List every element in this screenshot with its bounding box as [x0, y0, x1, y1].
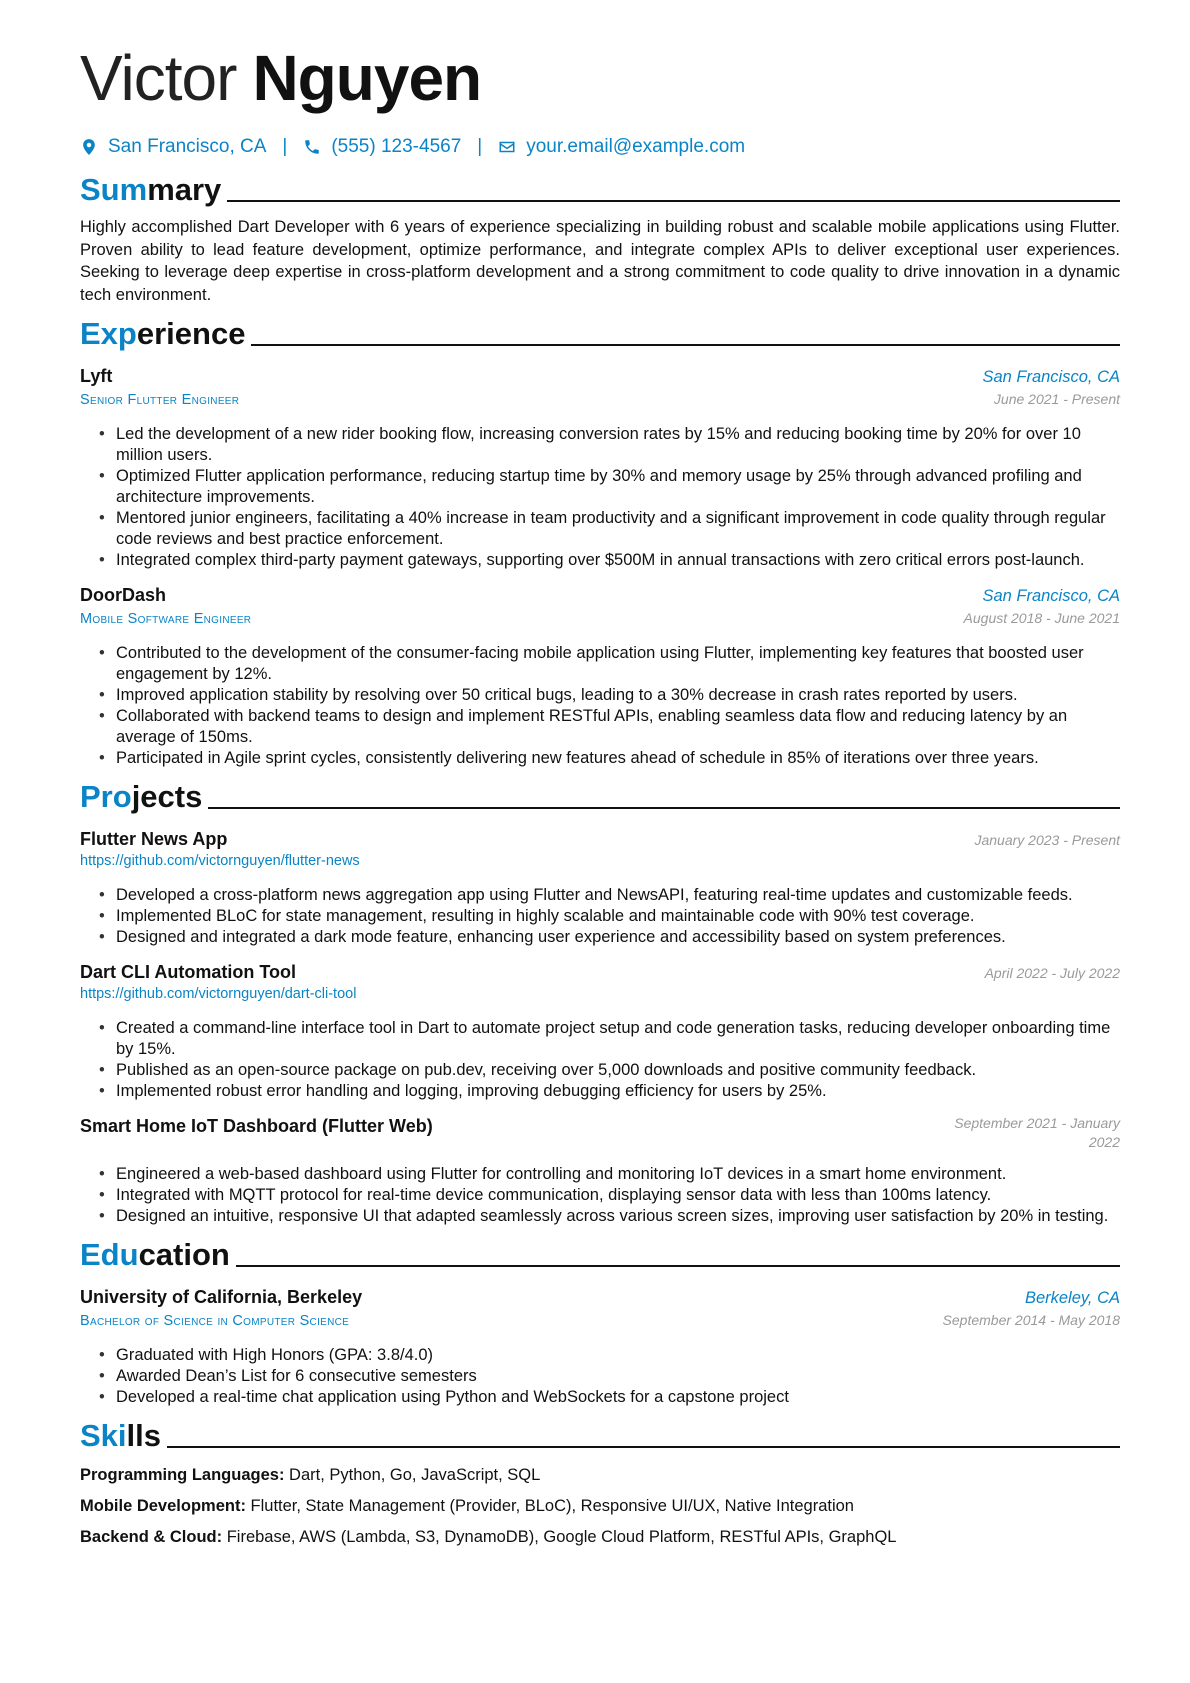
section-rule [236, 1265, 1120, 1267]
list-item: • Optimized Flutter application performance, reducing startup time by 30% and memory usage by 25% through advanced profiling and architecture improvements. [116, 466, 1120, 508]
envelope-icon [498, 138, 516, 156]
job-location: San Francisco, CA [982, 368, 1120, 386]
bullet-list [80, 1164, 1120, 1227]
list-item: • Led the development of a new rider booking flow, increasing conversion rates by 15% and reducing booking time by 20% for over 10 million users. [116, 424, 1120, 466]
skill-value: Firebase, AWS (Lambda, S3, DynamoDB), Google Cloud Platform, RESTful APIs, GraphQL [226, 1528, 897, 1546]
list-item: • Designed an intuitive, responsive UI that adapted seamlessly across various screen sizes, improving user satisfaction by 20% in testing. [116, 1206, 1120, 1227]
phone-icon [303, 138, 321, 156]
email-link: your.email@example.com [526, 136, 746, 157]
project-entry-flutter-news [80, 827, 1120, 948]
phone-text: (555) 123-4567 [331, 136, 462, 157]
list-item: • Integrated complex third-party payment gateways, supporting over $500M in annual transactions with zero critical errors post-launch. [116, 550, 1120, 571]
skill-value: Flutter, State Management (Provider, BLoC), Responsive UI/UX, Native Integration [250, 1497, 854, 1515]
bullet-list [80, 424, 1120, 571]
last-name: Nguyen [252, 42, 482, 114]
skills-heading: Skills [80, 1418, 1120, 1454]
skill-row [80, 1495, 1120, 1517]
list-item: • Engineered a web-based dashboard using Flutter for controlling and monitoring IoT devices in a smart home environment. [116, 1164, 1120, 1185]
project-entry-smart-home [80, 1114, 1120, 1227]
list-item: • Graduated with High Honors (GPA: 3.8/4.0) [116, 1345, 1120, 1366]
list-item: • Implemented BLoC for state management, resulting in highly scalable and maintainable code with 90% test coverage. [116, 906, 1120, 927]
contact-bar [80, 132, 1120, 162]
skill-label: Mobile Development: [80, 1497, 246, 1515]
job-role: Senior Flutter Engineer [80, 392, 240, 408]
school-name: University of California, Berkeley [80, 1287, 363, 1307]
summary-text: Highly accomplished Dart Developer with 6 years of experience specializing in building robust and scalable mobile applications using Flutter. Proven ability to lead feature development, optimize performance, and integrate complex APIs to deliver exceptional user experiences. Seeking to leverage deep expertise in cross-platform development and a strong commitment to code quality to drive innovation in a dynamic tech environment. [80, 218, 1120, 304]
job-role: Mobile Software Engineer [80, 611, 252, 627]
project-dates: April 2022 - July 2022 [984, 965, 1120, 981]
contact-phone[interactable] [303, 136, 461, 158]
bullet-list [80, 1018, 1120, 1102]
skill-value: Dart, Python, Go, JavaScript, SQL [289, 1466, 541, 1484]
skill-label: Backend & Cloud: [80, 1528, 223, 1546]
project-dates: September 2021 - January 2022 [954, 1115, 1120, 1150]
section-rule [208, 807, 1120, 809]
experience-heading: Experience [80, 316, 1120, 352]
project-name: Dart CLI Automation Tool [80, 962, 296, 982]
first-name: Victor [80, 42, 237, 114]
section-rule [251, 344, 1120, 346]
list-item: • Improved application stability by resolving over 50 critical bugs, leading to a 30% decrease in crash rates reported by users. [116, 685, 1120, 706]
job-dates: August 2018 - June 2021 [963, 610, 1120, 626]
list-item: • Designed and integrated a dark mode feature, enhancing user experience and accessibility based on system preferences. [116, 927, 1120, 948]
list-item: • Awarded Dean’s List for 6 consecutive semesters [116, 1366, 1120, 1387]
list-item: • Participated in Agile sprint cycles, consistently delivering new features ahead of schedule in 85% of iterations over three years. [116, 748, 1120, 769]
experience-entry-lyft [80, 364, 1120, 571]
project-name: Flutter News App [80, 829, 228, 849]
contact-email[interactable] [498, 136, 745, 158]
section-rule [167, 1446, 1120, 1448]
resume-page [80, 40, 1120, 1557]
job-dates: June 2021 - Present [993, 391, 1120, 407]
map-pin-icon [80, 138, 98, 156]
company-name: DoorDash [80, 585, 167, 605]
skill-row [80, 1464, 1120, 1486]
education-heading: Education [80, 1237, 1120, 1273]
company-name: Lyft [80, 366, 113, 386]
skill-row [80, 1526, 1120, 1548]
list-item: • Developed a cross-platform news aggregation app using Flutter and NewsAPI, featuring real-time updates and customizable feeds. [116, 885, 1120, 906]
project-entry-dart-cli [80, 960, 1120, 1102]
list-item: • Mentored junior engineers, facilitating a 40% increase in team productivity and a significant improvement in code quality through regular code reviews and best practice enforcement. [116, 508, 1120, 550]
summary-heading: Summary [80, 172, 1120, 208]
projects-heading: Projects [80, 779, 1120, 815]
skills-list [80, 1464, 1120, 1548]
list-item: • Published as an open-source package on pub.dev, receiving over 5,000 downloads and positive community feedback. [116, 1060, 1120, 1081]
education-dates: September 2014 - May 2018 [942, 1312, 1120, 1328]
list-item: • Created a command-line interface tool in Dart to automate project setup and code generation tasks, reducing developer onboarding time by 15%. [116, 1018, 1120, 1060]
list-item: • Collaborated with backend teams to design and implement RESTful APIs, enabling seamless data flow and reducing latency by an average of 150ms. [116, 706, 1120, 748]
school-location: Berkeley, CA [1024, 1289, 1120, 1307]
project-dates: January 2023 - Present [974, 832, 1120, 848]
project-link[interactable]: https://github.com/victornguyen/flutter-news [80, 853, 360, 869]
bullet-list [80, 885, 1120, 948]
education-entry-berkeley [80, 1285, 1120, 1408]
location-text: San Francisco, CA [108, 136, 267, 157]
contact-location [80, 136, 266, 158]
degree: Bachelor of Science in Computer Science [80, 1313, 350, 1329]
list-item: • Contributed to the development of the consumer-facing mobile application using Flutter, implementing key features that boosted user engagement by 12%. [116, 643, 1120, 685]
skill-label: Programming Languages: [80, 1466, 285, 1484]
bullet-list [80, 643, 1120, 769]
project-name: Smart Home IoT Dashboard (Flutter Web) [80, 1116, 433, 1136]
bullet-list [80, 1345, 1120, 1408]
job-location: San Francisco, CA [982, 587, 1120, 605]
contact-separator: | [282, 136, 288, 157]
contact-separator: | [477, 136, 483, 157]
project-link[interactable]: https://github.com/victornguyen/dart-cli-tool [80, 986, 357, 1002]
list-item: • Developed a real-time chat application using Python and WebSockets for a capstone project [116, 1387, 1120, 1408]
list-item: • Implemented robust error handling and logging, improving debugging efficiency for users by 25%. [116, 1081, 1120, 1102]
candidate-name [80, 40, 1120, 116]
section-rule [227, 200, 1120, 202]
experience-entry-doordash [80, 583, 1120, 769]
list-item: • Integrated with MQTT protocol for real-time device communication, displaying sensor data with less than 100ms latency. [116, 1185, 1120, 1206]
